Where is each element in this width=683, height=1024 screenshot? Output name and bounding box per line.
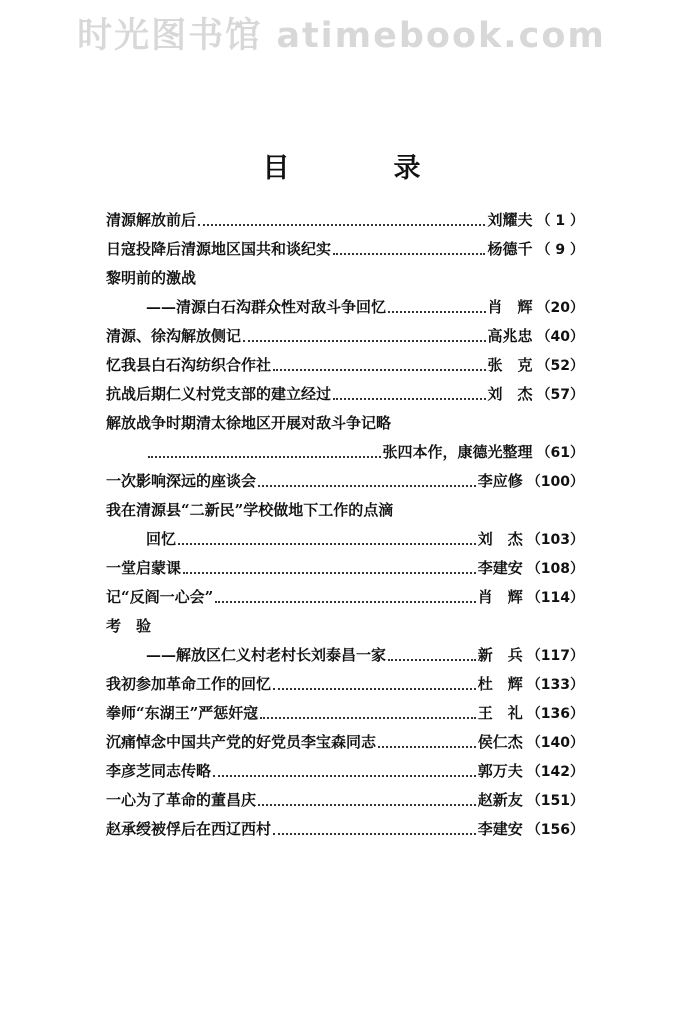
toc-entry[interactable] xyxy=(106,786,584,815)
entry-author: 李建安 xyxy=(477,820,523,838)
entry-author: 赵新友 xyxy=(477,791,523,809)
entry-author: 刘耀夫 xyxy=(487,211,533,229)
entry-author: 李建安 xyxy=(477,559,523,577)
entry-page: （57） xyxy=(536,387,584,403)
toc-entry[interactable] xyxy=(106,467,584,496)
entry-title: 沉痛悼念中国共产党的好党员李宝森同志 xyxy=(106,733,377,751)
toc-entry[interactable] xyxy=(106,380,584,409)
dot-leader xyxy=(273,833,476,835)
entry-page: （142） xyxy=(526,764,584,780)
entry-author: 郭万夫 xyxy=(477,762,523,780)
entry-page: （117） xyxy=(526,648,584,664)
entry-author: 刘 杰 xyxy=(477,530,523,548)
entry-title: 一次影响深远的座谈会 xyxy=(106,472,257,490)
entry-title: 我在清源县“二新民”学校做地下工作的点滴 xyxy=(106,501,394,519)
toc-entry[interactable] xyxy=(106,322,584,351)
dot-leader xyxy=(183,572,476,574)
entry-title: 一堂启蒙课 xyxy=(106,559,182,577)
entry-subtitle: 回忆 xyxy=(146,530,177,548)
entry-title: 记“反阎一心会” xyxy=(106,588,214,606)
entry-title: 李彦芝同志传略 xyxy=(106,762,212,780)
toc-entry[interactable] xyxy=(106,815,584,844)
toc-entry[interactable] xyxy=(106,554,584,583)
entry-title: 考 验 xyxy=(106,617,152,635)
toc-entry[interactable] xyxy=(106,583,584,612)
entry-author: 张四本作，康德光整理 xyxy=(382,443,533,461)
toc-entry[interactable] xyxy=(106,206,584,235)
entry-page: （103） xyxy=(526,532,584,548)
toc-entry[interactable] xyxy=(106,525,584,554)
entry-author: 杨德千 xyxy=(487,240,533,258)
entry-author: 侯仁杰 xyxy=(477,733,523,751)
dot-leader xyxy=(273,369,485,371)
entry-title: 黎明前的激战 xyxy=(106,269,197,287)
toc-entry[interactable] xyxy=(106,496,584,525)
entry-page: （140） xyxy=(526,735,584,751)
dot-leader xyxy=(378,746,476,748)
entry-title: 拳师“东湖王”严惩奸寇 xyxy=(106,704,259,722)
entry-author: 杜 辉 xyxy=(477,675,523,693)
dot-leader xyxy=(178,543,476,545)
entry-title: 解放战争时期清太徐地区开展对敌斗争记略 xyxy=(106,414,392,432)
entry-subtitle: ——清源白石沟群众性对敌斗争回忆 xyxy=(146,298,387,316)
dot-leader xyxy=(243,340,485,342)
entry-title: 我初参加革命工作的回忆 xyxy=(106,675,272,693)
entry-page: （ 1 ） xyxy=(536,213,584,229)
dot-leader xyxy=(388,311,485,313)
entry-author: 刘 杰 xyxy=(487,385,533,403)
entry-title: 一心为了革命的董昌庆 xyxy=(106,791,257,809)
entry-page: （136） xyxy=(526,706,584,722)
toc-entry[interactable] xyxy=(106,293,584,322)
entry-page: （20） xyxy=(536,300,584,316)
toc-entry[interactable] xyxy=(106,612,584,641)
entry-page: （133） xyxy=(526,677,584,693)
entry-title: 日寇投降后清源地区国共和谈纪实 xyxy=(106,240,332,258)
entry-author: 李应修 xyxy=(477,472,523,490)
entry-page: （114） xyxy=(526,590,584,606)
dot-leader xyxy=(213,775,476,777)
entry-author: 张 克 xyxy=(487,356,533,374)
dot-leader xyxy=(260,717,475,719)
toc-entry[interactable] xyxy=(106,699,584,728)
entry-page: （108） xyxy=(526,561,584,577)
dot-leader xyxy=(198,224,485,226)
toc-entry[interactable] xyxy=(106,351,584,380)
entry-title: 赵承绶被俘后在西辽西村 xyxy=(106,820,272,838)
dot-leader xyxy=(258,485,476,487)
dot-leader xyxy=(215,601,475,603)
entry-page: （52） xyxy=(536,358,584,374)
entry-author: 肖 辉 xyxy=(477,588,523,606)
entry-author: 高兆忠 xyxy=(487,327,533,345)
entry-page: （40） xyxy=(536,329,584,345)
table-of-contents xyxy=(106,206,584,844)
entry-page: （100） xyxy=(526,474,584,490)
entry-title: 抗战后期仁义村党支部的建立经过 xyxy=(106,385,332,403)
toc-entry[interactable] xyxy=(106,757,584,786)
toc-entry[interactable] xyxy=(106,641,584,670)
entry-page: （ 9 ） xyxy=(536,242,584,258)
entry-author: 王 礼 xyxy=(477,704,523,722)
toc-entry[interactable] xyxy=(106,438,584,467)
entry-title: 清源解放前后 xyxy=(106,211,197,229)
entry-author: 新 兵 xyxy=(477,646,523,664)
entry-page: （61） xyxy=(536,445,584,461)
entry-title: 清源、徐沟解放侧记 xyxy=(106,327,242,345)
dot-leader xyxy=(333,253,485,255)
dot-leader xyxy=(333,398,485,400)
entry-title: 忆我县白石沟纺织合作社 xyxy=(106,356,272,374)
dot-leader xyxy=(148,456,381,458)
entry-page: （156） xyxy=(526,822,584,838)
toc-entry[interactable] xyxy=(106,409,584,438)
entry-page: （151） xyxy=(526,793,584,809)
dot-leader xyxy=(388,659,476,661)
toc-entry[interactable] xyxy=(106,264,584,293)
dot-leader xyxy=(258,804,476,806)
page-title: 目录 xyxy=(262,153,525,184)
dot-leader xyxy=(273,688,476,690)
toc-entry[interactable] xyxy=(106,728,584,757)
entry-author: 肖 辉 xyxy=(487,298,533,316)
watermark: 时光图书馆 atimebook.com xyxy=(77,16,606,56)
entry-subtitle: ——解放区仁义村老村长刘泰昌一家 xyxy=(146,646,387,664)
toc-entry[interactable] xyxy=(106,670,584,699)
toc-entry[interactable] xyxy=(106,235,584,264)
